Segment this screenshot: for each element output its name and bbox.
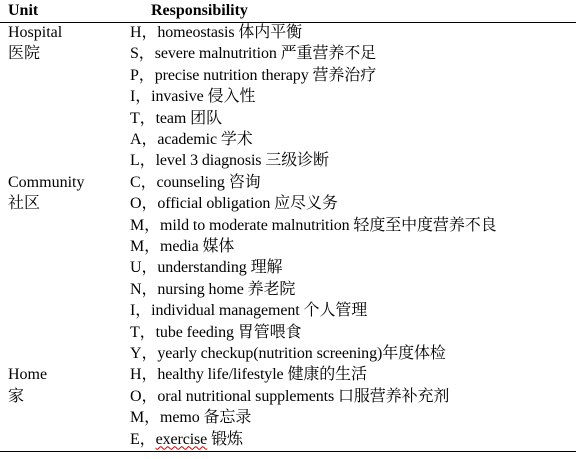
- unit-community-zh: 社区: [8, 195, 41, 213]
- table-row: Y，yearly checkup(nutrition screening)年度体检: [130, 345, 446, 362]
- table-row: I，individual management 个人管理: [130, 302, 368, 320]
- column-header-responsibility: Responsibility: [151, 2, 248, 19]
- unit-community-en: Community: [8, 173, 85, 191]
- unit-hospital-en: Hospital: [8, 24, 63, 41]
- table-row: H，healthy life/lifestyle 健康的生活: [130, 366, 367, 384]
- unit-home-en: Home: [8, 366, 48, 384]
- table-row: O，oral nutritional supplements 口服营养补充剂: [130, 387, 450, 405]
- table-row: P，precise nutrition therapy 营养治疗: [130, 66, 377, 84]
- table-row: L，level 3 diagnosis 三级诊断: [130, 152, 329, 170]
- spellcheck-underline: exercise: [155, 430, 208, 448]
- table-row: T，team 团队: [130, 109, 222, 127]
- table-row: O，official obligation 应尽义务: [130, 195, 338, 213]
- table-row: T，tube feeding 胃管喂食: [130, 323, 302, 341]
- column-header-unit: Unit: [8, 2, 39, 19]
- table-row: S，severe malnutrition 严重营养不足: [130, 45, 377, 63]
- table-row: M，mild to moderate malnutrition 轻度至中度营养不良: [130, 216, 497, 234]
- table-row: E，exercise 锻炼: [130, 430, 243, 448]
- table-row: A，academic 学术: [130, 131, 253, 148]
- table-row: I，invasive 侵入性: [130, 88, 256, 106]
- table-row: C，counseling 咨询: [130, 173, 261, 191]
- table-row: U，understanding 理解: [130, 259, 283, 277]
- table-row: M，media 媒体: [130, 238, 235, 255]
- unit-hospital-zh: 医院: [8, 45, 41, 63]
- unit-home-zh: 家: [8, 387, 25, 405]
- table-row: M，memo 备忘录: [130, 409, 252, 427]
- table-bottom-rule: [0, 451, 576, 452]
- table-row: H，homeostasis 体内平衡: [130, 24, 302, 41]
- table-row: N，nursing home 养老院: [130, 280, 296, 298]
